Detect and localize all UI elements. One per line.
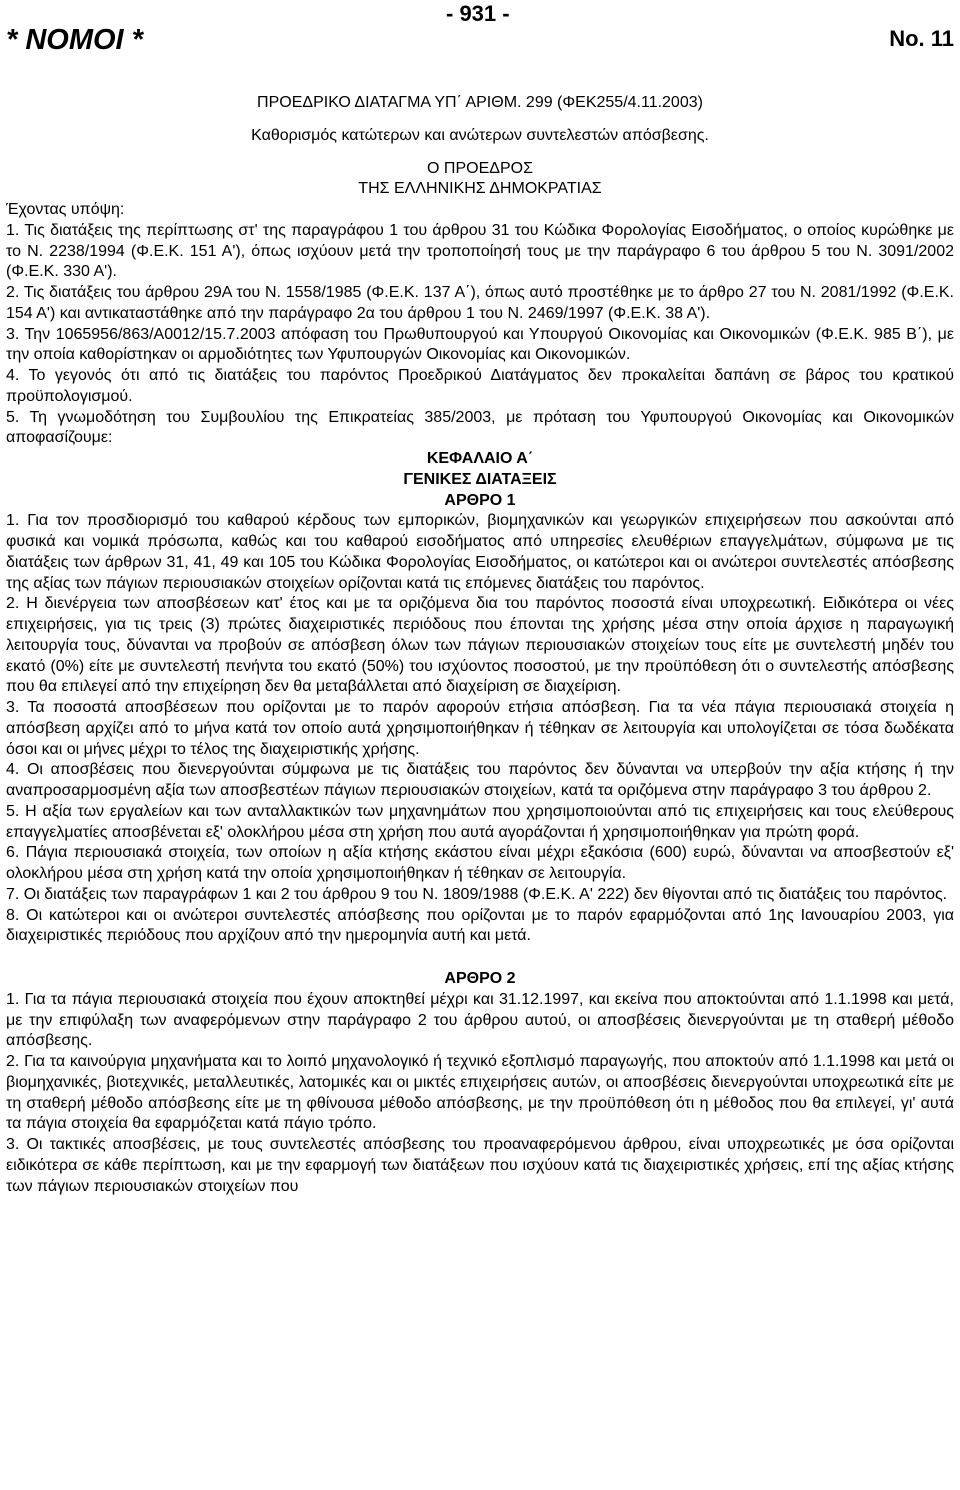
recital: 2. Τις διατάξεις του άρθρου 29Α του Ν. 1558/1985 (Φ.Ε.Κ. 137 Α΄), όπως αυτό προστέθηκε με το άρθρο 27 του Ν. 2081/1992 (Φ.Ε.Κ. 154 Α') και αντικαταστάθηκε από την παράγραφο 2α του άρθρου 1 του Ν. 2469/1997 (Φ.Ε.Κ. 38 Α'). — [6, 284, 954, 322]
article-1-paragraph: 4. Οι αποσβέσεις που διενεργούνται σύμφωνα με τις διατάξεις του παρόντος δεν δύνανται να υπερβούν την αξία κτήσης ή την αναπροσαρμοσμένη αξία των αποσβεστέων πάγιων περιουσιακών στοιχείων, κατά τα οριζόμενα στην παράγραφο 3 του άρθρου 2. — [6, 761, 954, 799]
series-title: * ΝΟΜΟΙ * — [6, 24, 143, 56]
recital: 3. Την 1065956/863/Α0012/15.7.2003 απόφαση του Πρωθυπουργού και Υπουργού Οικονομίας και Οικονομικών (Φ.Ε.Κ. 985 Β΄), με την οποία καθορίστηκαν οι αρμοδιότητες των Υφυπουργών Οικονομίας και Οικονομικών. — [6, 325, 954, 364]
recital: 1. Τις διατάξεις της περίπτωσης στ' της παραγράφου 1 του άρθρου 31 του Κώδικα Φορολογίας Εισοδήματος, ο οποίος κυρώθηκε με το Ν. 2238/1994 (Φ.Ε.Κ. 151 Α'), όπως ισχύουν μετά την τροποποίησή τους με την παράγραφο 6 του άρθρου 5 του Ν. 3091/2002 (Φ.Ε.Κ. 330 Α'). — [6, 221, 954, 281]
decree-title: ΠΡΟΕΔΡΙΚΟ ΔΙΑΤΑΓΜΑ ΥΠ΄ ΑΡΙΘΜ. 299 (ΦΕΚ255/4.11.2003) — [257, 94, 703, 111]
chapter-title: ΚΕΦΑΛΑΙΟ Α΄ — [426, 450, 534, 467]
decree-subject: Καθορισμός κατώτερων και ανώτερων συντελεστών απόσβεσης. — [251, 126, 709, 144]
document-body — [6, 93, 954, 1197]
article-1-paragraph: 5. Η αξία των εργαλείων και των ανταλλακτικών των μηχανημάτων που χρησιμοποιούνται από τις επιχειρήσεις και τους ελεύθερους επαγγελματίες αποσβένεται εξ' ολοκλήρου μέσα στη χρήση που αυτά αγοράζονται ή χρησιμοποιήθηκαν για πρώτη φορά. — [6, 802, 954, 841]
article-1-heading: ΑΡΘΡΟ 1 — [444, 491, 516, 509]
recital: 5. Τη γνωμοδότηση του Συμβουλίου της Επικρατείας 385/2003, με πρόταση του Υφυπουργού Οικονομίας και Οικονομικών αποφασίζουμε: — [6, 408, 954, 447]
page-number: - 931 - — [446, 1, 510, 26]
article-1-paragraph: 8. Οι κατώτεροι και οι ανώτεροι συντελεστές απόσβεσης που ορίζονται με το παρόν εφαρμόζονται από 1ης Ιανουαρίου 2003, για διαχειριστικές περιόδους που αρχίζουν από την ημερομηνία αυτή και μετά. — [6, 906, 954, 945]
considering-label: Έχοντας υπόψη: — [6, 201, 125, 218]
article-1-paragraph: 2. Η διενέργεια των αποσβέσεων κατ' έτος και με τα οριζόμενα δια του παρόντος ποσοστά είναι υποχρεωτική. Ειδικότερα οι νέες επιχειρήσεις, για τις τρεις (3) πρώτες διαχειριστικές περιόδους που έπονται της χρήσης μέσα στην οποία άρχισε η παραγωγική λειτουργία τους, δύνανται να προβούν σε απόσβεση όλων των πάγιων περιουσιακών στοιχείων τους είτε με συντελεστή μηδέν του εκατό (0%) είτε με συντελεστή πενήντα του εκατό (50%) του ισχύοντος ποσοστού, με την προϋπόθεση ότι ο συντελεστής απόσβεσης που θα επιλεγεί από την επιχείρηση δεν θα μεταβάλλεται από διαχείριση σε διαχείριση. — [6, 595, 954, 696]
article-1-paragraph: 1. Για τον προσδιορισμό του καθαρού κέρδους των εμπορικών, βιομηχανικών και γεωργικών επιχειρήσεων που ασκούνται από φυσικά και νομικά πρόσωπα, καθώς και του καθαρού εισοδήματος από υπηρεσίες ελευθέριων επαγγελμάτων, σύμφωνα με τις διατάξεις των άρθρων 31, 41, 49 και 105 του Κώδικα Φορολογίας Εισοδήματος, οι κατώτεροι και οι ανώτεροι συντελεστές απόσβεσης της αξίας των πάγιων περιουσιακών στοιχείων ορίζονται κατά τις επόμενες διατάξεις του παρόντος. — [6, 512, 954, 592]
issue-number: No. 11 — [889, 26, 954, 51]
article-1-paragraph: 3. Τα ποσοστά αποσβέσεων που ορίζονται με το παρόν αφορούν ετήσια απόσβεση. Για τα νέα πάγια περιουσιακά στοιχεία η απόσβεση αρχίζει από το μήνα κατά τον οποίο αυτά χρησιμοποιήθηκαν ή τέθηκαν σε λειτουργία και υπολογίζεται σε τόσα δωδέκατα όσοι και οι μήνες μέχρι το τέλος της διαχειριστικής χρήσης. — [6, 699, 954, 758]
article-2-paragraph: 1. Για τα πάγια περιουσιακά στοιχεία που έχουν αποκτηθεί μέχρι και 31.12.1997, και εκείνα που αποκτούνται από 1.1.1998 και μετά, με την επιφύλαξη των αναφερόμενων στην παράγραφο 2 του άρθρου αυτού, οι αποσβέσεις διενεργούνται με τη σταθερή μέθοδο απόσβεσης. — [6, 990, 954, 1050]
chapter-subtitle: ΓΕΝΙΚΕΣ ΔΙΑΤΑΞΕΙΣ — [403, 470, 557, 488]
article-1-paragraph: 6. Πάγια περιουσιακά στοιχεία, των οποίων η αξία κτήσης εκάστου είναι μέχρι εξακόσια (600) ευρώ, δύνανται να αποσβεστούν εξ' ολοκλήρου μέσα στη χρήση κατά την οποία χρησιμοποιήθηκαν ή τέθηκαν σε λειτουργία. — [6, 844, 954, 882]
article-2-paragraph: 3. Οι τακτικές αποσβέσεις, με τους συντελεστές απόσβεσης του προαναφερόμενου άρθρου, είναι υποχρεωτικές με όσα ορίζονται ειδικότερα σε κάθε περίπτωση, και με την εφαρμογή των διατάξεων που ισχύουν κατά τις διαχειριστικές χρήσεις, επί της αξίας κτήσης των πάγιων περιουσιακών στοιχείων που — [6, 1136, 954, 1195]
issuer-line-2: ΤΗΣ ΕΛΛΗΝΙΚΗΣ ΔΗΜΟΚΡΑΤΙΑΣ — [358, 180, 602, 198]
recital: 4. Το γεγονός ότι από τις διατάξεις του παρόντος Προεδρικού Διατάγματος δεν προκαλείται δαπάνη σε βάρος του κρατικού προϋπολογισμού. — [6, 367, 954, 405]
issuer-line-1: Ο ΠΡΟΕΔΡΟΣ — [427, 159, 533, 177]
article-1-paragraph: 7. Οι διατάξεις των παραγράφων 1 και 2 του άρθρου 9 του Ν. 1809/1988 (Φ.Ε.Κ. Α' 222) δεν θίγονται από τις διατάξεις του παρόντος. — [6, 885, 948, 903]
page-header — [0, 0, 960, 80]
article-2-heading: ΑΡΘΡΟ 2 — [444, 970, 516, 987]
article-2-paragraph: 2. Για τα καινούργια μηχανήματα και το λοιπό μηχανολογικό ή τεχνικό εξοπλισμό παραγωγής, που αποκτούν από 1.1.1998 και μετά οι βιομηχανικές, βιοτεχνικές, μεταλλευτικές, λατομικές και οι μικτές επιχειρήσεις αυτών, οι αποσβέσεις διενεργούνται υποχρεωτικά είτε με τη σταθερή μέθοδο απόσβεσης είτε με τη φθίνουσα μέθοδο απόσβεσης, με την προϋπόθεση ότι η μέθοδος που θα επιλεγεί, γι' αυτά τα πάγια στοιχεία θα εφαρμόζεται κατά πάγιο τρόπο. — [6, 1053, 954, 1133]
